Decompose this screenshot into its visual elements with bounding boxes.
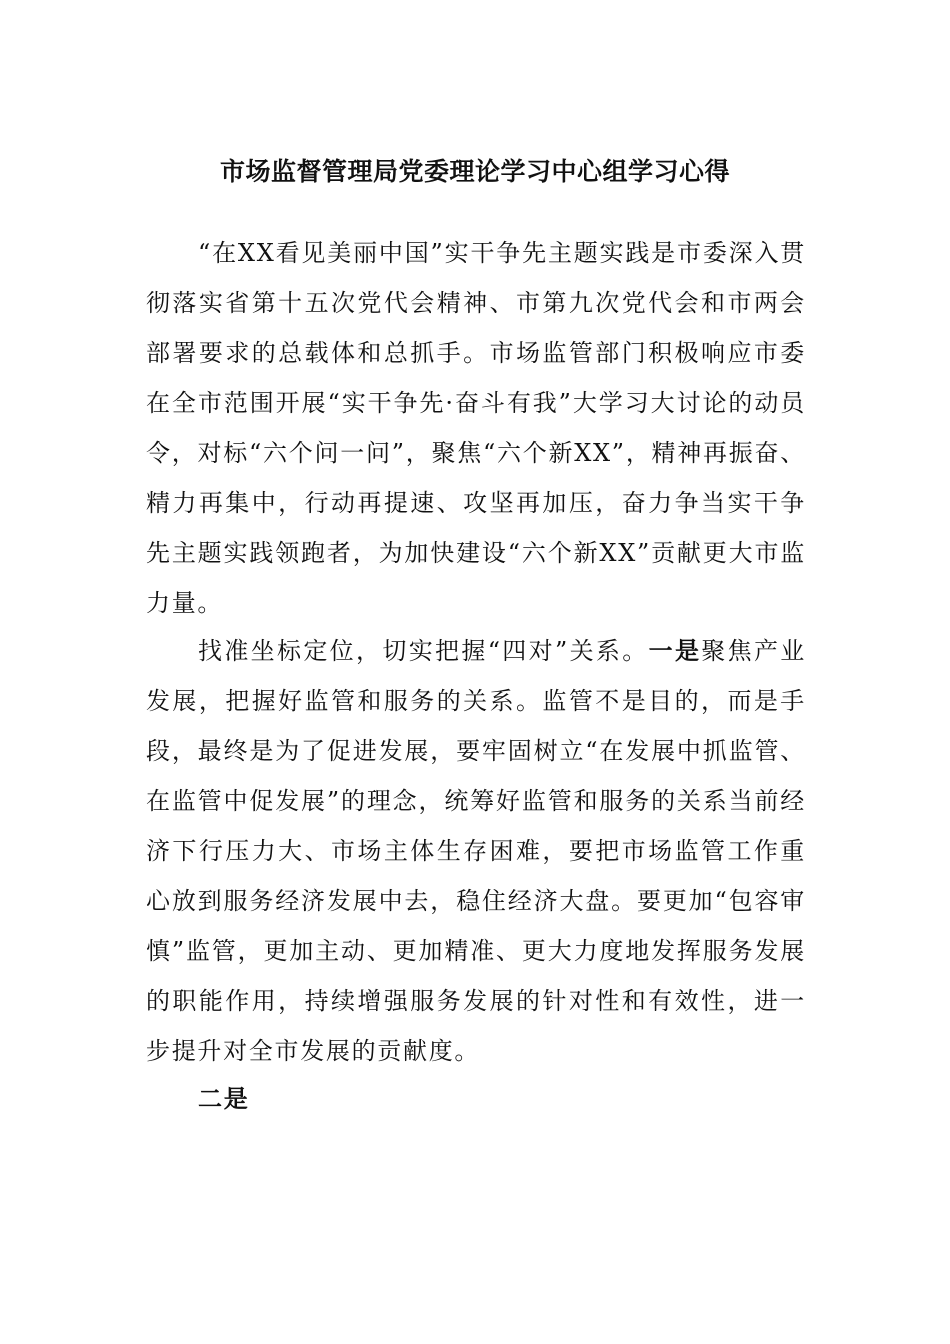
paragraph-3 <box>146 1074 806 1124</box>
paragraph-2-block <box>146 626 806 1076</box>
paragraph-2-lead: 一是 <box>648 637 702 665</box>
document-title: 市场监督管理局党委理论学习中心组学习心得 <box>219 157 730 186</box>
paragraph-3-block <box>146 1074 806 1124</box>
paragraph-1-block <box>146 228 806 628</box>
paragraph-2-intro: 找准坐标定位，切实把握“四对”关系。 <box>198 637 649 665</box>
paragraph-2 <box>146 626 806 1076</box>
paragraph-3-lead: 二是 <box>198 1085 250 1113</box>
paragraph-2-body: 聚焦产业发展，把握好监管和服务的关系。监管不是目的，而是手段，最终是为了促进发展，要牢固树立“在发展中抓监管、在监管中促发展”的理念，统筹好监管和服务的关系当前经济下行压力大、市场主体生存困难，要把市场监管工作重心放到服务经济发展中去，稳住经济大盘。要更加“包容审慎”监管，更加主动、更加精准、更大力度地发挥服务发展的职能作用，持续增强服务发展的针对性和有效性，进一步提升对全市发展的贡献度。 <box>146 637 807 1065</box>
paragraph-1: “在XX看见美丽中国”实干争先主题实践是市委深入贯彻落实省第十五次党代会精神、市第九次党代会和市两会部署要求的总载体和总抓手。市场监管部门积极响应市委在全市范围开展“实干争先·奋斗有我”大学习大讨论的动员令，对标“六个问一问”，聚焦“六个新XX”，精神再振奋、精力再集中，行动再提速、攻坚再加压，奋力争当实干争先主题实践领跑者，为加快建设“六个新XX”贡献更大市监力量。 <box>146 239 806 617</box>
